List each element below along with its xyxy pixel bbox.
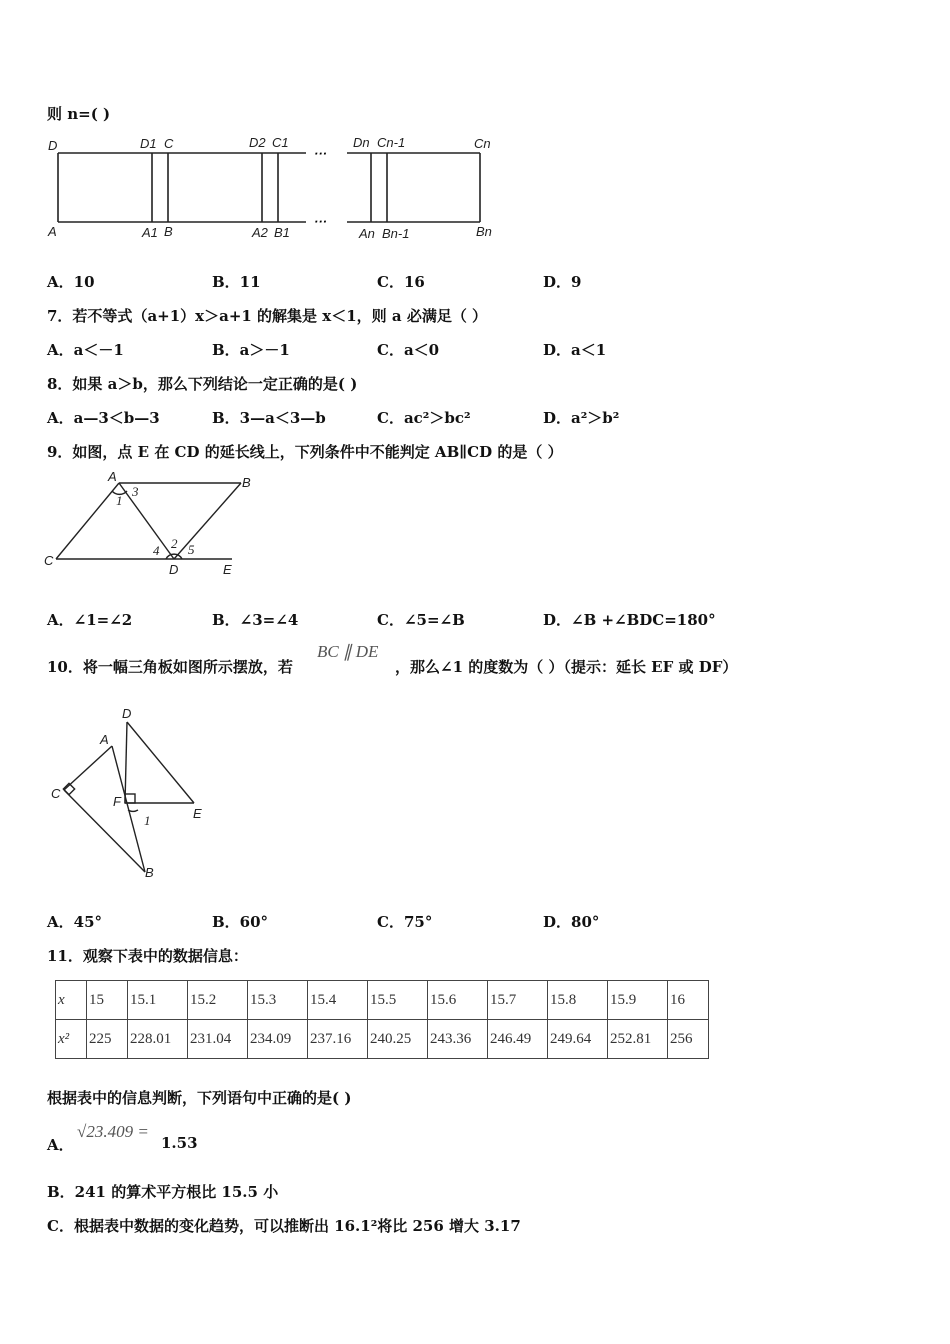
q6-option-d: D．9 [543, 273, 582, 291]
table-cell: 16 [668, 981, 709, 1020]
table-cell: 15.2 [188, 981, 248, 1020]
table-cell: 15.7 [488, 981, 548, 1020]
lbl-Cn: Cn [474, 136, 491, 151]
lbl-Dn: Dn [353, 135, 370, 150]
lbl-Bn: Bn [476, 224, 492, 239]
q7-option-a: A．a＜－1 [47, 341, 124, 359]
q9-stem: 9．如图，点 E 在 CD 的延长线上，下列条件中不能判定 AB∥CD 的是（ ） [47, 443, 563, 461]
table-row [56, 981, 709, 1020]
table-cell: 15.8 [548, 981, 608, 1020]
q10-lbl-D: D [122, 706, 132, 721]
table-cell: 228.01 [128, 1020, 188, 1059]
table-cell: 15.5 [368, 981, 428, 1020]
table-cell: 256 [668, 1020, 709, 1059]
q9-lbl-C: C [44, 553, 54, 568]
lbl-B1: B1 [274, 225, 290, 240]
table-head-x: x [56, 981, 87, 1020]
lbl-An: An [359, 226, 375, 241]
q10-lbl-C: C [51, 786, 61, 801]
table-cell: 15.6 [428, 981, 488, 1020]
q11-option-b: B．241 的算术平方根比 15.5 小 [47, 1183, 279, 1201]
q6-option-c: C．16 [377, 273, 425, 291]
data-table [55, 980, 709, 1059]
lbl-D2: D2 [249, 135, 266, 150]
q11-option-a-value: 1.53 [161, 1134, 198, 1152]
q10-stem-pre: 10．将一幅三角板如图所示摆放，若 [47, 658, 293, 676]
q7-option-b: B．a＞－1 [212, 341, 290, 359]
q9-option-a: A．∠1=∠2 [47, 611, 133, 629]
q11-question: 根据表中的信息判断，下列语句中正确的是( ) [47, 1089, 352, 1107]
q9-lbl-5: 5 [188, 542, 195, 557]
table-cell: 15.4 [308, 981, 368, 1020]
lbl-D1: D1 [140, 136, 157, 151]
table-cell: 15.9 [608, 981, 668, 1020]
q9-lbl-3: 3 [132, 484, 139, 499]
q10-lbl-F: F [113, 794, 121, 809]
q10-lbl-1: 1 [144, 813, 151, 828]
q10-option-c: C．75° [377, 913, 433, 931]
q8-option-a: A．a—3＜b—3 [47, 409, 160, 427]
q9-lbl-4: 4 [153, 543, 160, 558]
q7-stem: 7．若不等式（a+1）x＞a+1 的解集是 x＜1，则 a 必满足（ ） [47, 307, 488, 325]
q6-stem: 则 n=( ) [47, 105, 111, 123]
q10-lbl-B: B [145, 865, 154, 880]
table-cell: 249.64 [548, 1020, 608, 1059]
q9-lbl-D: D [169, 562, 179, 577]
q9-lbl-A: A [108, 469, 117, 484]
q10-lbl-E: E [193, 806, 202, 821]
q6-option-b: B．11 [212, 273, 261, 291]
q11-option-a-formula: √23.409 = [77, 1122, 149, 1141]
q11-option-c: C．根据表中数据的变化趋势，可以推断出 16.1²将比 256 增大 3.17 [47, 1217, 521, 1235]
q9-option-d: D．∠B +∠BDC=180° [543, 611, 716, 629]
lbl-Cn-1: Cn-1 [377, 135, 406, 150]
q10-lbl-A: A [100, 732, 109, 747]
table-cell: 225 [87, 1020, 128, 1059]
table-cell: 15.1 [128, 981, 188, 1020]
table-row [56, 1020, 709, 1059]
q8-option-c: C．ac²＞bc² [377, 409, 471, 427]
q10-option-d: D．80° [543, 913, 600, 931]
lbl-A1: A1 [142, 225, 158, 240]
table-cell: 252.81 [608, 1020, 668, 1059]
q6-option-a: A．10 [47, 273, 95, 291]
table-cell: 240.25 [368, 1020, 428, 1059]
q7-option-c: C．a＜0 [377, 341, 440, 359]
table-head-x2: x² [56, 1020, 87, 1059]
lbl-B: B [164, 224, 173, 239]
table-cell: 246.49 [488, 1020, 548, 1059]
q6-ellipsis-bottom: ··· [314, 214, 327, 229]
lbl-A2: A2 [252, 225, 268, 240]
q9-option-c: C．∠5=∠B [377, 611, 465, 629]
table-cell: 243.36 [428, 1020, 488, 1059]
q9-lbl-2: 2 [171, 536, 178, 551]
q9-option-b: B．∠3=∠4 [212, 611, 299, 629]
q8-stem: 8．如果 a＞b，那么下列结论一定正确的是( ) [47, 375, 358, 393]
q8-option-d: D．a²＞b² [543, 409, 620, 427]
q9-lbl-B: B [242, 475, 251, 490]
lbl-Bn-1: Bn-1 [382, 226, 410, 241]
q11-option-a-label: A． [47, 1136, 74, 1154]
q10-stem-post: ，那么∠1 的度数为（ ）（提示：延长 EF 或 DF） [395, 658, 738, 676]
table-cell: 231.04 [188, 1020, 248, 1059]
table-cell: 15.3 [248, 981, 308, 1020]
q6-ellipsis-top: ··· [314, 146, 327, 161]
lbl-D: D [48, 138, 58, 153]
q8-option-b: B．3—a＜3—b [212, 409, 326, 427]
q10-formula: BC ∥ DE [317, 642, 379, 661]
lbl-A: A [48, 224, 57, 239]
q7-option-d: D．a＜1 [543, 341, 607, 359]
lbl-C: C [164, 136, 174, 151]
table-cell: 237.16 [308, 1020, 368, 1059]
q10-option-b: B．60° [212, 913, 269, 931]
table-cell: 15 [87, 981, 128, 1020]
q9-lbl-E: E [223, 562, 232, 577]
table-cell: 234.09 [248, 1020, 308, 1059]
q10-option-a: A．45° [47, 913, 103, 931]
lbl-C1: C1 [272, 135, 289, 150]
q9-lbl-1: 1 [116, 493, 123, 508]
q11-stem: 11．观察下表中的数据信息： [47, 947, 248, 965]
